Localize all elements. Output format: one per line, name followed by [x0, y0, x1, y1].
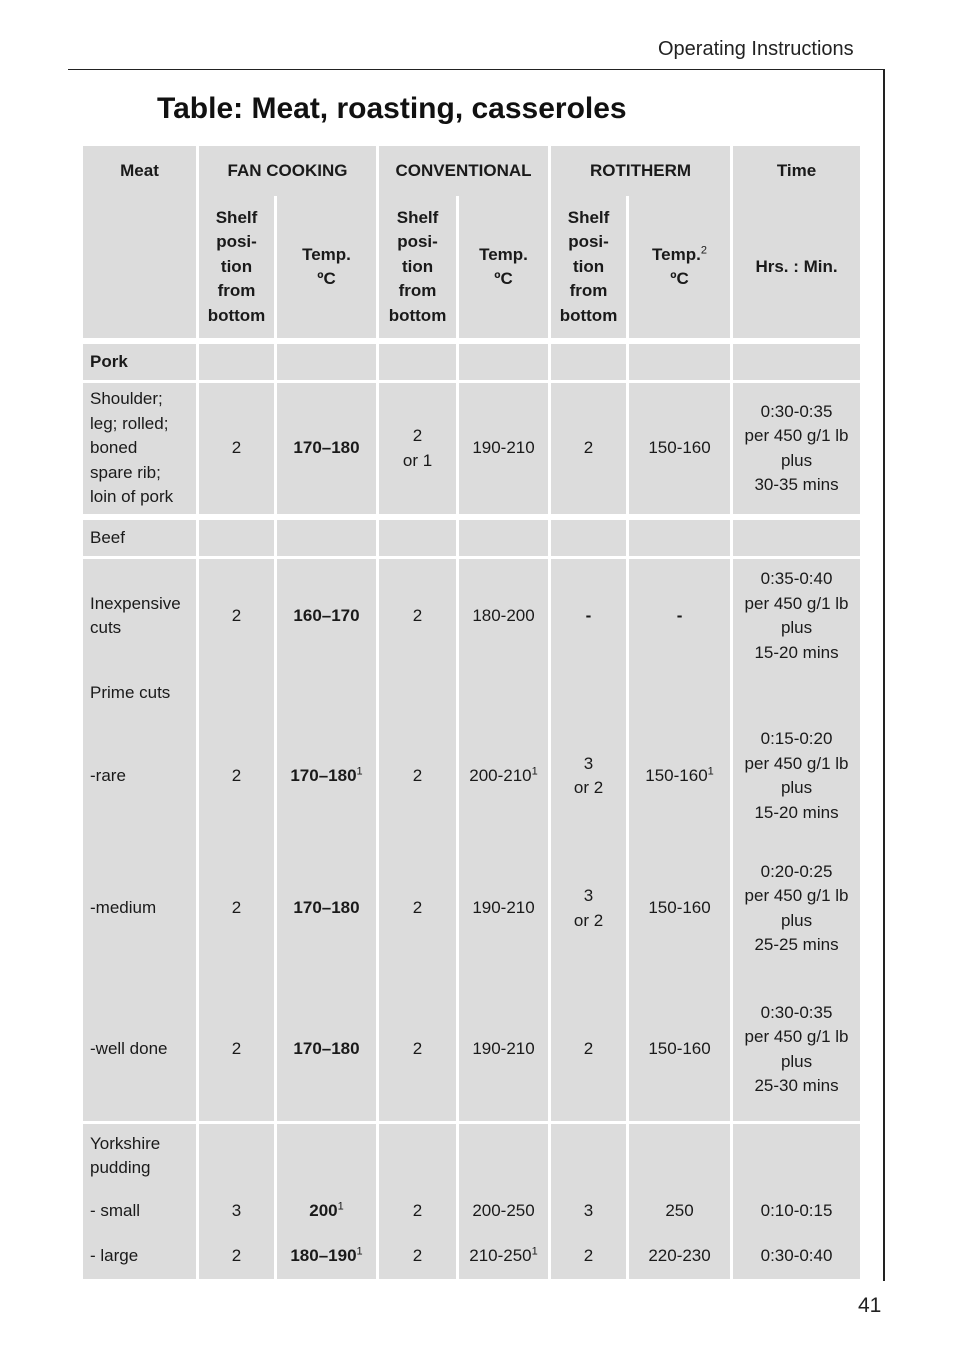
time-unit-header: Hrs. : Min.: [733, 196, 860, 344]
table-row-yorkshire: [83, 1124, 860, 1188]
col-header-conventional: CONVENTIONAL: [379, 146, 551, 196]
row-label: Inexpensive cuts: [83, 559, 199, 673]
conv-shelf-header: Shelf posi- tion from bottom: [379, 196, 459, 344]
fan-shelf: 2: [199, 978, 277, 1124]
table-row-medium: [83, 839, 860, 978]
conv-temp: $200-210^1$: [459, 713, 551, 839]
conv-shelf: 2: [379, 839, 459, 978]
roti-temp: $150-160^1$: [629, 713, 733, 839]
conv-shelf: 2 or 1: [379, 383, 459, 520]
table-row-well-done: [83, 978, 860, 1124]
time: 0:10-0:15: [733, 1188, 860, 1234]
fan-temp: $170-180^1$: [277, 713, 379, 839]
roti-shelf: -: [551, 559, 629, 673]
roti-temp-header: Temp.$^2$ ºC: [629, 196, 733, 344]
header-rule: [68, 69, 885, 70]
table-row-small: [83, 1188, 860, 1234]
conv-shelf: 2: [379, 559, 459, 673]
section-row-pork: [83, 344, 860, 383]
time: 0:20-0:25 per 450 g/1 lb plus 25-25 mins: [733, 839, 860, 978]
fan-temp: $180-190^1$: [277, 1234, 379, 1279]
fan-shelf: 2: [199, 713, 277, 839]
row-label: Yorkshire pudding: [83, 1124, 199, 1188]
table-row-rare: [83, 713, 860, 839]
roti-temp: 250: [629, 1188, 733, 1234]
roti-temp: 150-160: [629, 978, 733, 1124]
table-row-large: [83, 1234, 860, 1279]
fan-shelf: 2: [199, 839, 277, 978]
header-row-groups: [83, 146, 860, 196]
margin-rule: [883, 69, 885, 1281]
conv-temp: $210-250^1$: [459, 1234, 551, 1279]
fan-shelf: 2: [199, 1234, 277, 1279]
row-label: - small: [83, 1188, 199, 1234]
fan-temp: 160–170: [277, 559, 379, 673]
fan-shelf: 2: [199, 559, 277, 673]
table-row-prime: [83, 673, 860, 713]
col-header-fan-cooking: FAN COOKING: [199, 146, 379, 196]
conv-shelf: 2: [379, 1234, 459, 1279]
row-label: Shoulder; leg; rolled; boned spare rib; loin of pork: [83, 383, 199, 520]
page-title: Table: Meat, roasting, casseroles: [157, 92, 627, 125]
row-label: -medium: [83, 839, 199, 978]
header-row-sub: [83, 196, 860, 344]
conv-shelf: 2: [379, 713, 459, 839]
fan-shelf: 3: [199, 1188, 277, 1234]
conv-temp: 200-250: [459, 1188, 551, 1234]
fan-temp: $200^1$: [277, 1188, 379, 1234]
row-label: Prime cuts: [83, 673, 199, 713]
col-header-meat: Meat: [83, 146, 199, 196]
section-label-beef: Beef: [83, 520, 199, 559]
roti-shelf-header: Shelf posi- tion from bottom: [551, 196, 629, 344]
roti-shelf: 3 or 2: [551, 713, 629, 839]
conv-temp: 180-200: [459, 559, 551, 673]
col-header-time: Time: [733, 146, 860, 196]
conv-shelf: 2: [379, 1188, 459, 1234]
time: 0:15-0:20 per 450 g/1 lb plus 15-20 mins: [733, 713, 860, 839]
roti-temp: 150-160: [629, 383, 733, 520]
conv-temp-header: Temp. ºC: [459, 196, 551, 344]
conv-temp: 190-210: [459, 978, 551, 1124]
row-label: -rare: [83, 713, 199, 839]
roti-shelf: 2: [551, 383, 629, 520]
roti-temp: 220-230: [629, 1234, 733, 1279]
col-header-rotitherm: ROTITHERM: [551, 146, 733, 196]
roti-temp: 150-160: [629, 839, 733, 978]
fan-temp: 170–180: [277, 978, 379, 1124]
fan-shelf: 2: [199, 383, 277, 520]
roti-shelf: 3: [551, 1188, 629, 1234]
row-label: - large: [83, 1234, 199, 1279]
time: 0:30-0:40: [733, 1234, 860, 1279]
roti-shelf: 3 or 2: [551, 839, 629, 978]
time: 0:35-0:40 per 450 g/1 lb plus 15-20 mins: [733, 559, 860, 673]
row-label: -well done: [83, 978, 199, 1124]
running-header: Operating Instructions: [658, 38, 854, 60]
conv-temp: 190-210: [459, 839, 551, 978]
fan-temp: 170–180: [277, 839, 379, 978]
section-label-pork: Pork: [83, 344, 199, 383]
roti-shelf: 2: [551, 1234, 629, 1279]
fan-shelf-header: Shelf posi- tion from bottom: [199, 196, 277, 344]
roti-temp: -: [629, 559, 733, 673]
page-number: 41: [858, 1294, 882, 1317]
time: 0:30-0:35 per 450 g/1 lb plus 25-30 mins: [733, 978, 860, 1124]
fan-temp-header: Temp. ºC: [277, 196, 379, 344]
table-row-shoulder: [83, 383, 860, 520]
fan-temp: 170–180: [277, 383, 379, 520]
meat-header-blank: [83, 196, 199, 344]
conv-temp: 190-210: [459, 383, 551, 520]
time: 0:30-0:35 per 450 g/1 lb plus 30-35 mins: [733, 383, 860, 520]
conv-shelf: 2: [379, 978, 459, 1124]
table-row-inexpensive: [83, 559, 860, 673]
meat-roasting-table: [83, 146, 860, 1279]
section-row-beef: [83, 520, 860, 559]
roti-shelf: 2: [551, 978, 629, 1124]
